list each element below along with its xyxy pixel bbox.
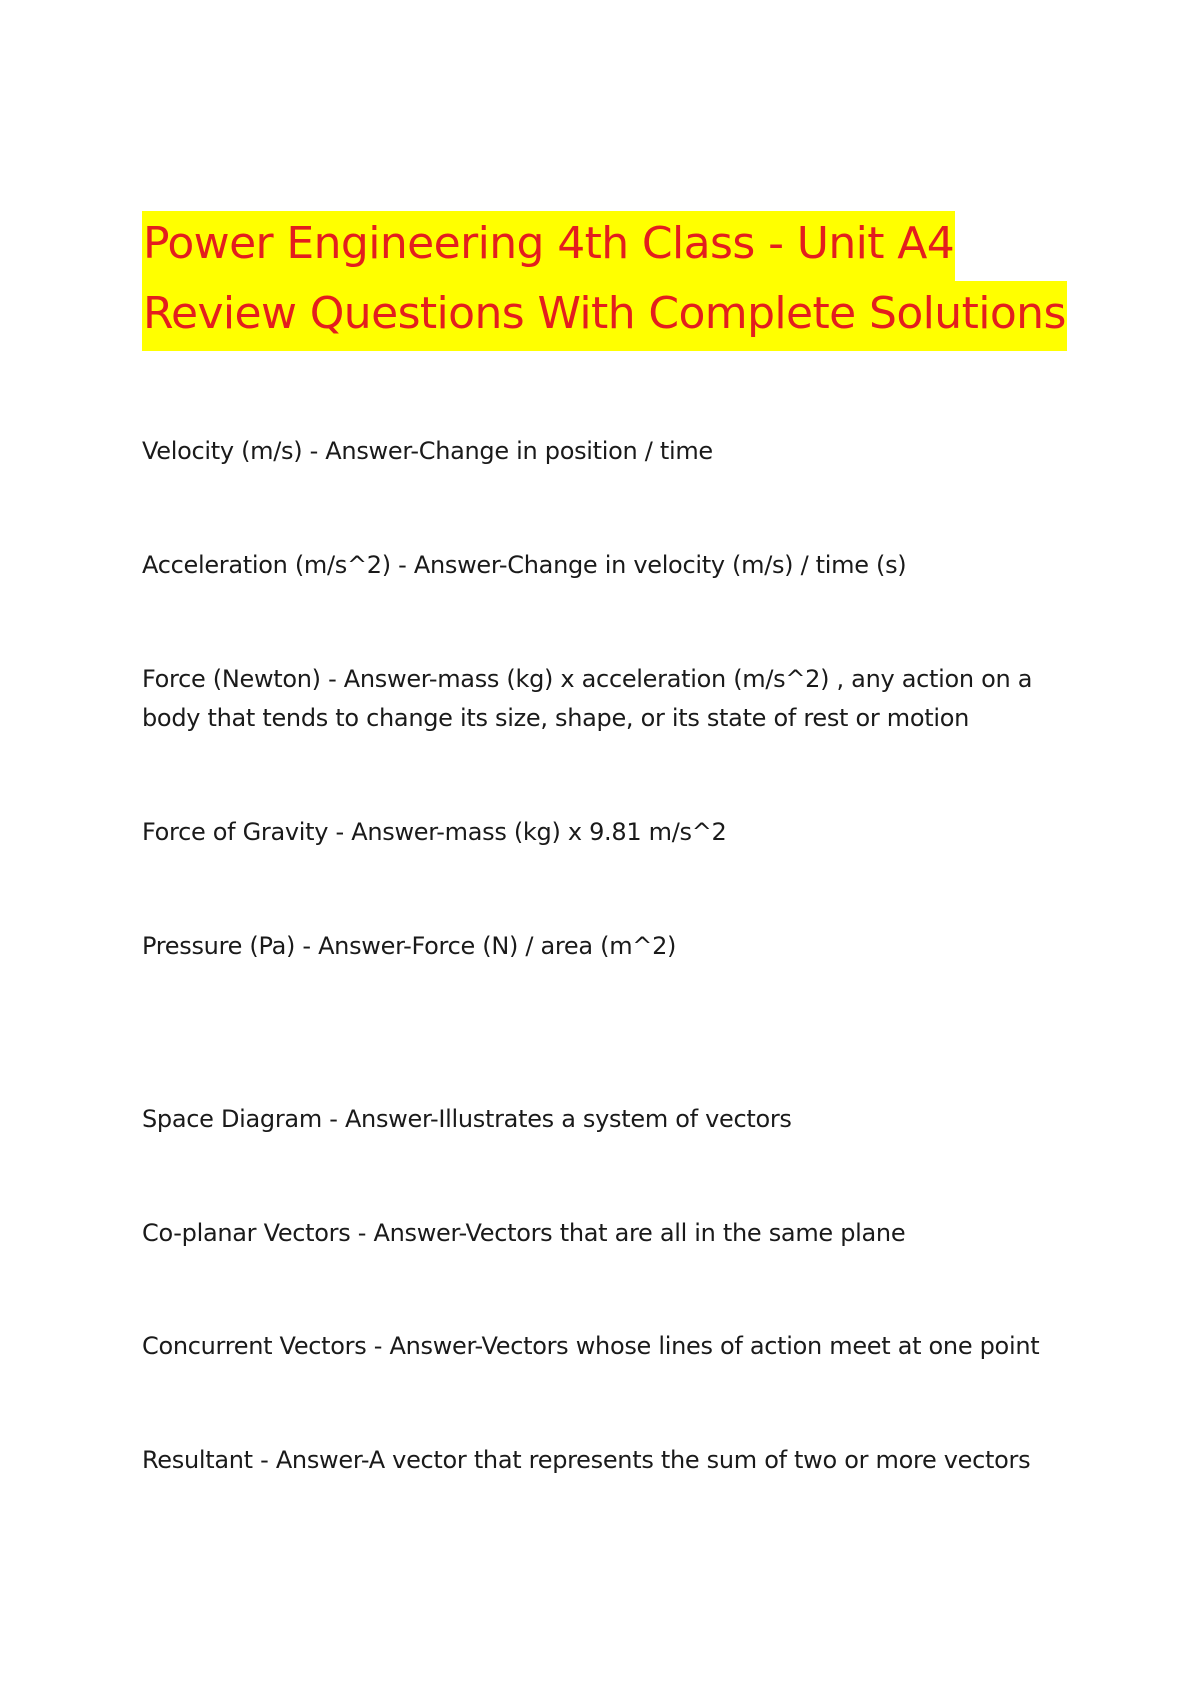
qa-term: Space Diagram bbox=[142, 1105, 322, 1133]
qa-term: Acceleration (m/s^2) bbox=[142, 551, 391, 579]
qa-term: Resultant bbox=[142, 1446, 253, 1474]
qa-item-velocity: Velocity (m/s) - Answer-Change in position / time bbox=[142, 437, 713, 465]
qa-item-force: Force (Newton) - Answer-mass (kg) x acceleration (m/s^2) , any action on a body that tends to change its size, shape, or its state of rest or motion bbox=[142, 665, 1033, 732]
qa-item-concurrent-vectors: Concurrent Vectors - Answer-Vectors whose lines of action meet at one point bbox=[142, 1332, 1040, 1360]
qa-item-coplanar-vectors: Co-planar Vectors - Answer-Vectors that are all in the same plane bbox=[142, 1219, 906, 1247]
qa-term: Pressure (Pa) bbox=[142, 932, 296, 960]
title-line-1: Power Engineering 4th Class - Unit A4 bbox=[142, 211, 955, 281]
qa-answer: mass (kg) x acceleration (m/s^2) , any action on a body that tends to change its size, shape, or its state of rest or motion bbox=[142, 665, 1033, 732]
qa-answer: A vector that represents the sum of two or more vectors bbox=[368, 1446, 1031, 1474]
title-line-2: Review Questions With Complete Solutions bbox=[142, 281, 1067, 351]
qa-term: Co-planar Vectors bbox=[142, 1219, 351, 1247]
qa-answer: mass (kg) x 9.81 m/s^2 bbox=[444, 818, 727, 846]
qa-term: Force (Newton) bbox=[142, 665, 321, 693]
qa-item-space-diagram: Space Diagram - Answer-Illustrates a system of vectors bbox=[142, 1105, 792, 1133]
qa-term: Concurrent Vectors bbox=[142, 1332, 367, 1360]
qa-answer: Change in position / time bbox=[418, 437, 713, 465]
qa-answer: Vectors that are all in the same plane bbox=[465, 1219, 906, 1247]
qa-item-pressure: Pressure (Pa) - Answer-Force (N) / area (m^2) bbox=[142, 932, 677, 960]
qa-answer: Illustrates a system of vectors bbox=[438, 1105, 792, 1133]
qa-item-resultant: Resultant - Answer-A vector that represents the sum of two or more vectors bbox=[142, 1446, 1031, 1474]
qa-term: Velocity (m/s) bbox=[142, 437, 303, 465]
qa-answer: Force (N) / area (m^2) bbox=[411, 932, 677, 960]
qa-item-force-of-gravity: Force of Gravity - Answer-mass (kg) x 9.81 m/s^2 bbox=[142, 818, 727, 846]
qa-item-acceleration: Acceleration (m/s^2) - Answer-Change in velocity (m/s) / time (s) bbox=[142, 551, 907, 579]
qa-term: Force of Gravity bbox=[142, 818, 329, 846]
qa-answer: Vectors whose lines of action meet at one point bbox=[481, 1332, 1040, 1360]
document-title bbox=[142, 211, 1102, 351]
qa-answer: Change in velocity (m/s) / time (s) bbox=[507, 551, 907, 579]
